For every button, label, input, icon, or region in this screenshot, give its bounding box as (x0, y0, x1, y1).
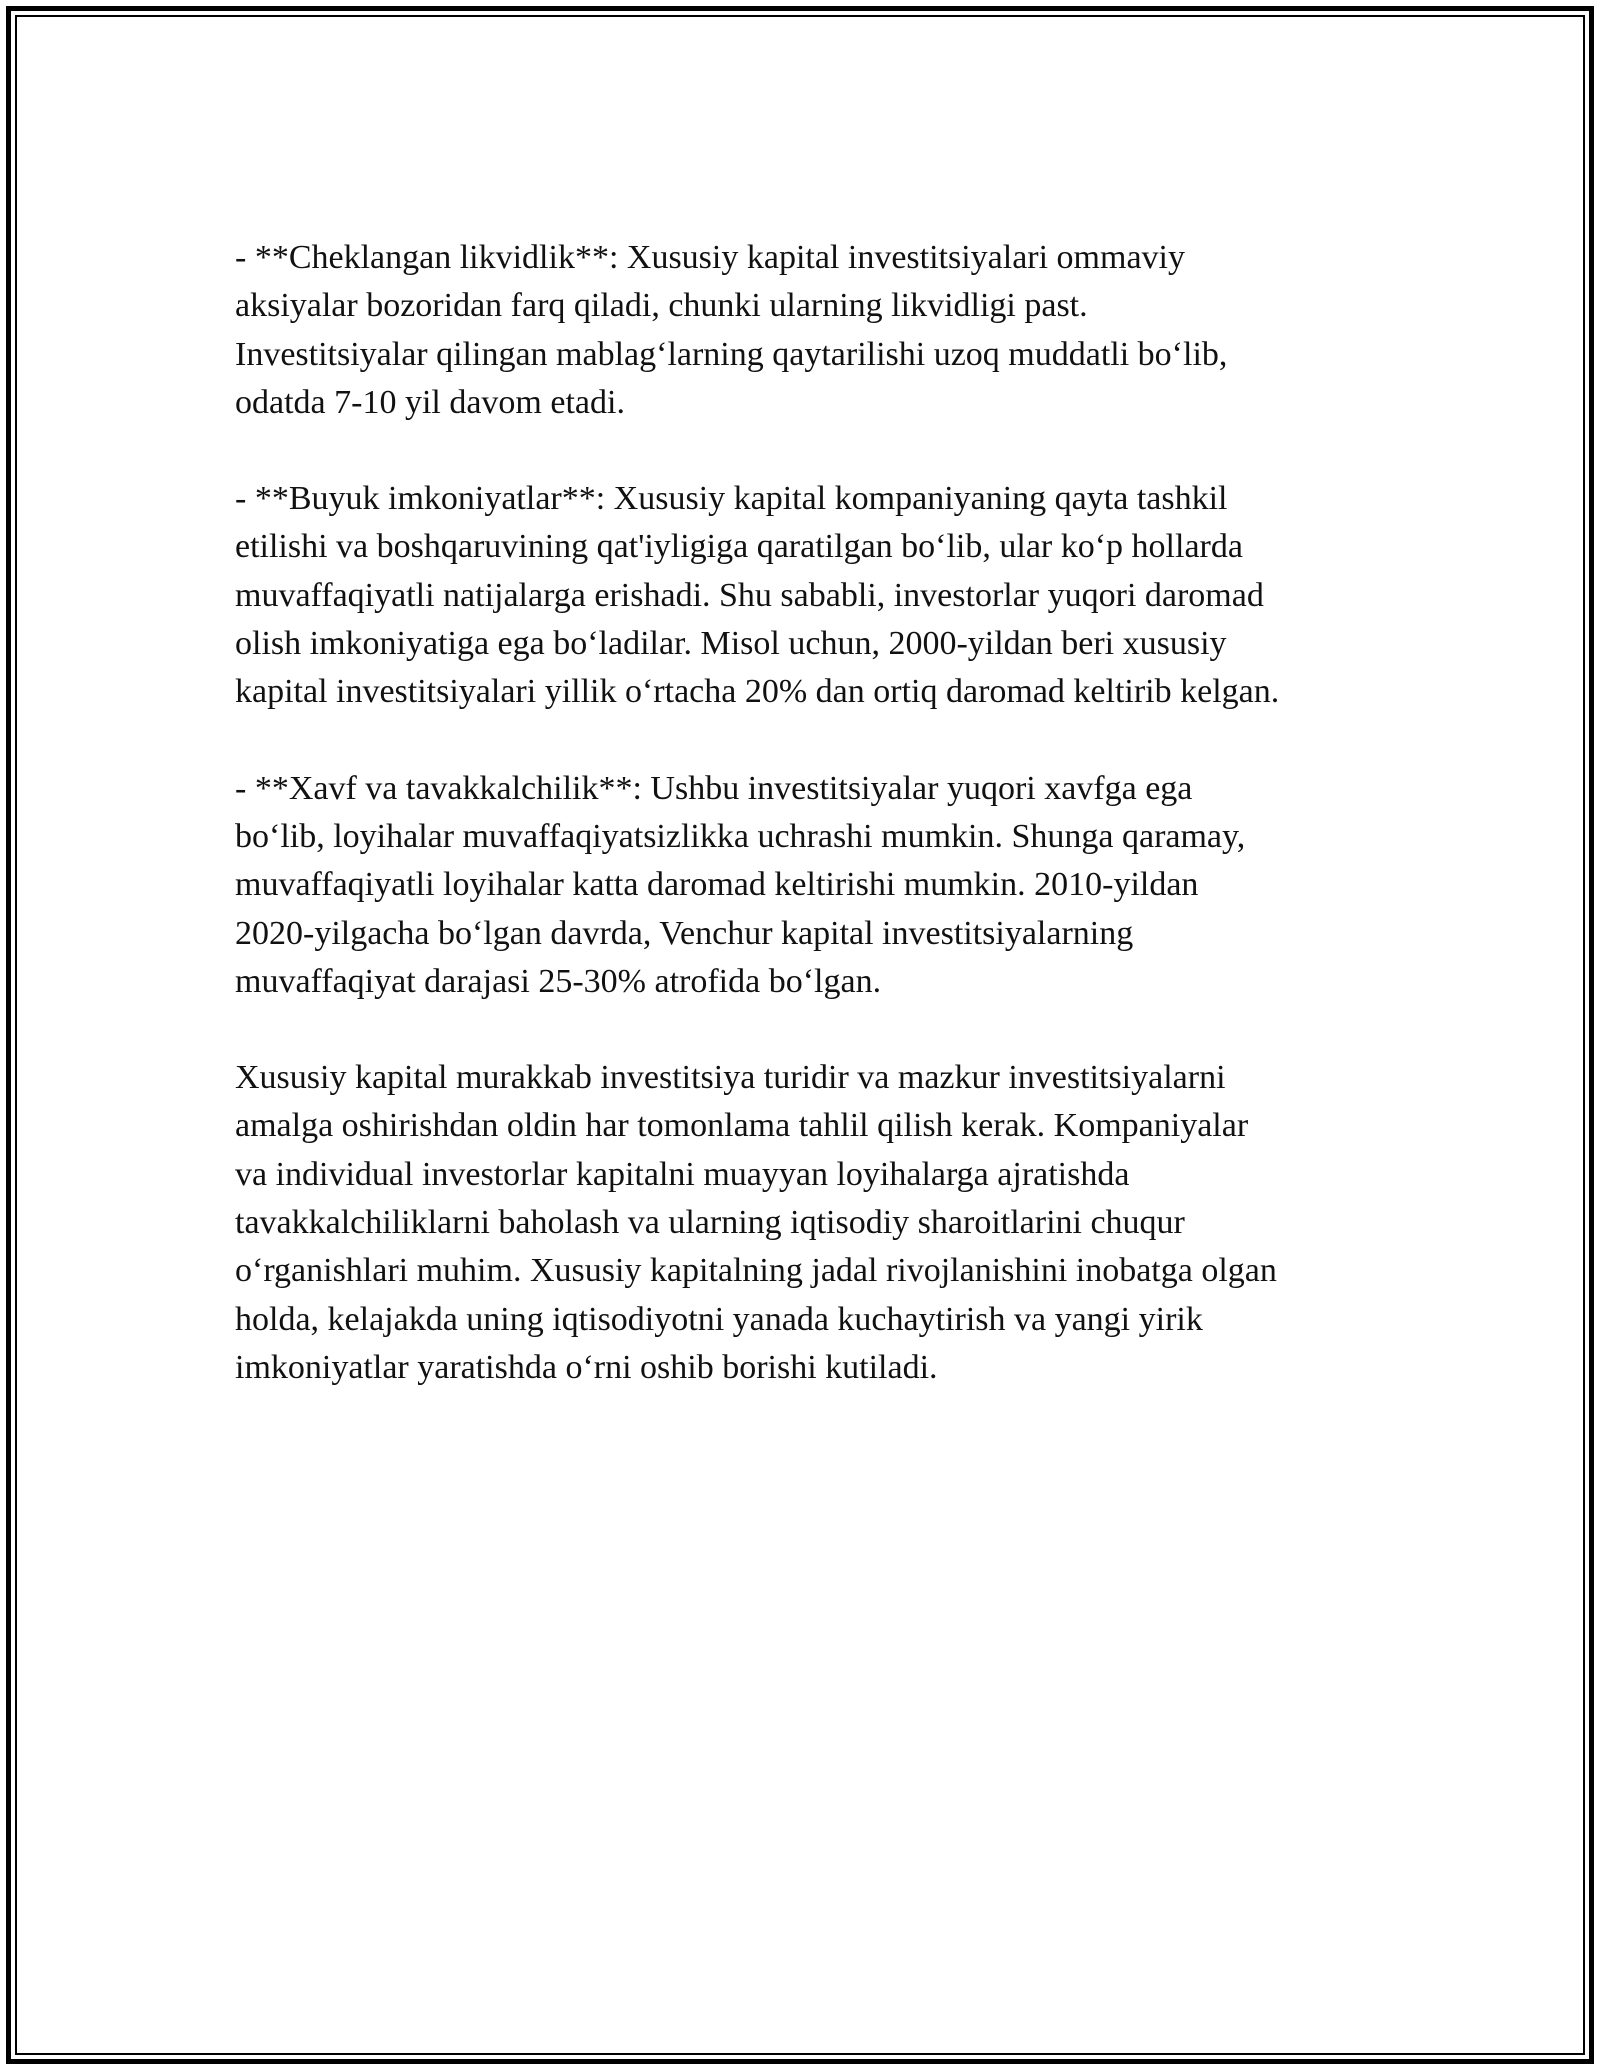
paragraph-cheklangan-likvidlik (235, 234, 1375, 427)
text-line: aksiyalar bozoridan farq qiladi, chunki ularning likvidligi past. (235, 287, 1088, 325)
text-line: imkoniyatlar yaratishda o‘rni oshib borishi kutiladi. (235, 1348, 938, 1386)
text-line: 2020-yilgacha bo‘lgan davrda, Venchur kapital investitsiyalarning (235, 914, 1134, 952)
text-line: amalga oshirishdan oldin har tomonlama tahlil qilish kerak. Kompaniyalar (235, 1107, 1249, 1145)
text-line: o‘rganishlari muhim. Xususiy kapitalning jadal rivojlanishini inobatga olgan (235, 1252, 1277, 1290)
text-line: odatda 7-10 yil davom etadi. (235, 383, 625, 421)
text-line: muvaffaqiyat darajasi 25-30% atrofida bo‘lgan. (235, 962, 882, 1000)
text-line: etilishi va boshqaruvining qat'iyligiga qaratilgan bo‘lib, ular ko‘p hollarda (235, 528, 1243, 566)
text-line: va individual investorlar kapitalni muayyan loyihalarga ajratishda (235, 1155, 1130, 1193)
text-line: holda, kelajakda uning iqtisodiyotni yanada kuchaytirish va yangi yirik (235, 1300, 1203, 1338)
text-line: kapital investitsiyalari yillik o‘rtacha 20% dan ortiq daromad keltirib kelgan. (235, 673, 1280, 711)
text-line: bo‘lib, loyihalar muvaffaqiyatsizlikka uchrashi mumkin. Shunga qaramay, (235, 817, 1246, 855)
paragraph-conclusion (235, 1054, 1375, 1392)
text-line: Investitsiyalar qilingan mablag‘larning qaytarilishi uzoq muddatli bo‘lib, (235, 335, 1228, 373)
text-line: Xususiy kapital murakkab investitsiya turidir va mazkur investitsiyalarni (235, 1059, 1226, 1097)
text-line: - **Xavf va tavakkalchilik**: Ushbu investitsiyalar yuqori xavfga ega (235, 769, 1193, 807)
text-line: olish imkoniyatiga ega bo‘ladilar. Misol uchun, 2000-yildan beri xususiy (235, 625, 1227, 663)
text-line: tavakkalchiliklarni baholash va ularning iqtisodiy sharoitlarini chuqur (235, 1204, 1185, 1242)
paragraph-xavf-va-tavakkalchilik (235, 765, 1375, 1006)
document-body (235, 234, 1375, 1440)
paragraph-buyuk-imkoniyatlar (235, 475, 1375, 716)
text-line: - **Buyuk imkoniyatlar**: Xususiy kapital kompaniyaning qayta tashkil (235, 480, 1228, 518)
text-line: muvaffaqiyatli natijalarga erishadi. Shu sababli, investorlar yuqori daromad (235, 576, 1264, 614)
text-line: muvaffaqiyatli loyihalar katta daromad keltirishi mumkin. 2010-yildan (235, 866, 1199, 904)
text-line: - **Cheklangan likvidlik**: Xususiy kapital investitsiyalari ommaviy (235, 239, 1185, 276)
